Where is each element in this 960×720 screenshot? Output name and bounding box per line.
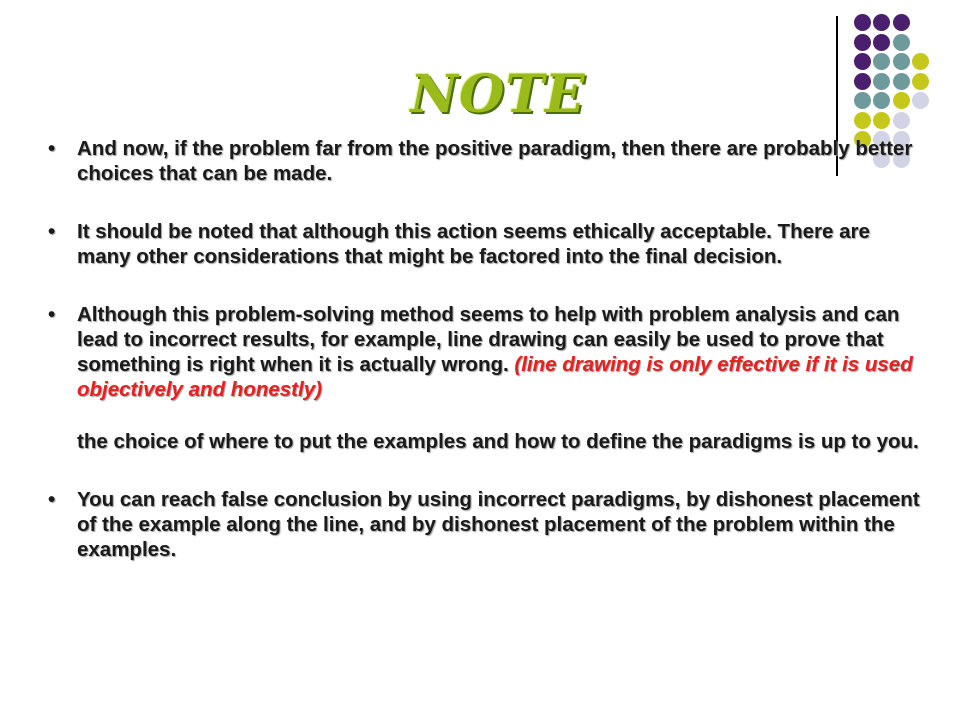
bullet-text: You can reach false conclusion by using incorrect paradigms, by dishonest placement of the example along the line, and by dishonest placement of the problem within the examples. bbox=[77, 488, 920, 561]
paragraph-text: the choice of where to put the examples and how to define the paradigms is up to you. bbox=[77, 430, 919, 453]
bullet-item bbox=[40, 487, 920, 562]
bullet-text: Although this problem-solving method seems to help with problem analysis and can lead to incorrect results, for example, line drawing can easily be used to prove that something is right when it is actually wrong. bbox=[77, 303, 900, 376]
slide-body bbox=[40, 136, 920, 562]
bullet-item bbox=[40, 302, 920, 402]
bullet-marker: • bbox=[48, 220, 56, 243]
bullet-marker: • bbox=[48, 488, 56, 511]
bullet-item bbox=[40, 219, 920, 269]
bullet-marker: • bbox=[48, 137, 56, 160]
bullet-text: It should be noted that although this action seems ethically acceptable. There are many other considerations that might be factored into the final decision. bbox=[77, 220, 870, 268]
decorative-dot bbox=[893, 34, 910, 51]
slide-title: NOTE bbox=[410, 64, 586, 125]
decorative-dot bbox=[854, 34, 871, 51]
highlight-note: (line drawing is only effective if it is used objectively and honestly) bbox=[77, 353, 913, 401]
bullet-marker: • bbox=[48, 303, 56, 326]
decorative-dot bbox=[854, 14, 871, 31]
decorative-dot bbox=[893, 14, 910, 31]
paragraph-continuation bbox=[40, 429, 920, 454]
bullet-item bbox=[40, 136, 920, 186]
decorative-dot bbox=[873, 34, 890, 51]
bullet-text: And now, if the problem far from the positive paradigm, then there are probably better choices that can be made. bbox=[77, 137, 913, 185]
decorative-dot bbox=[873, 14, 890, 31]
